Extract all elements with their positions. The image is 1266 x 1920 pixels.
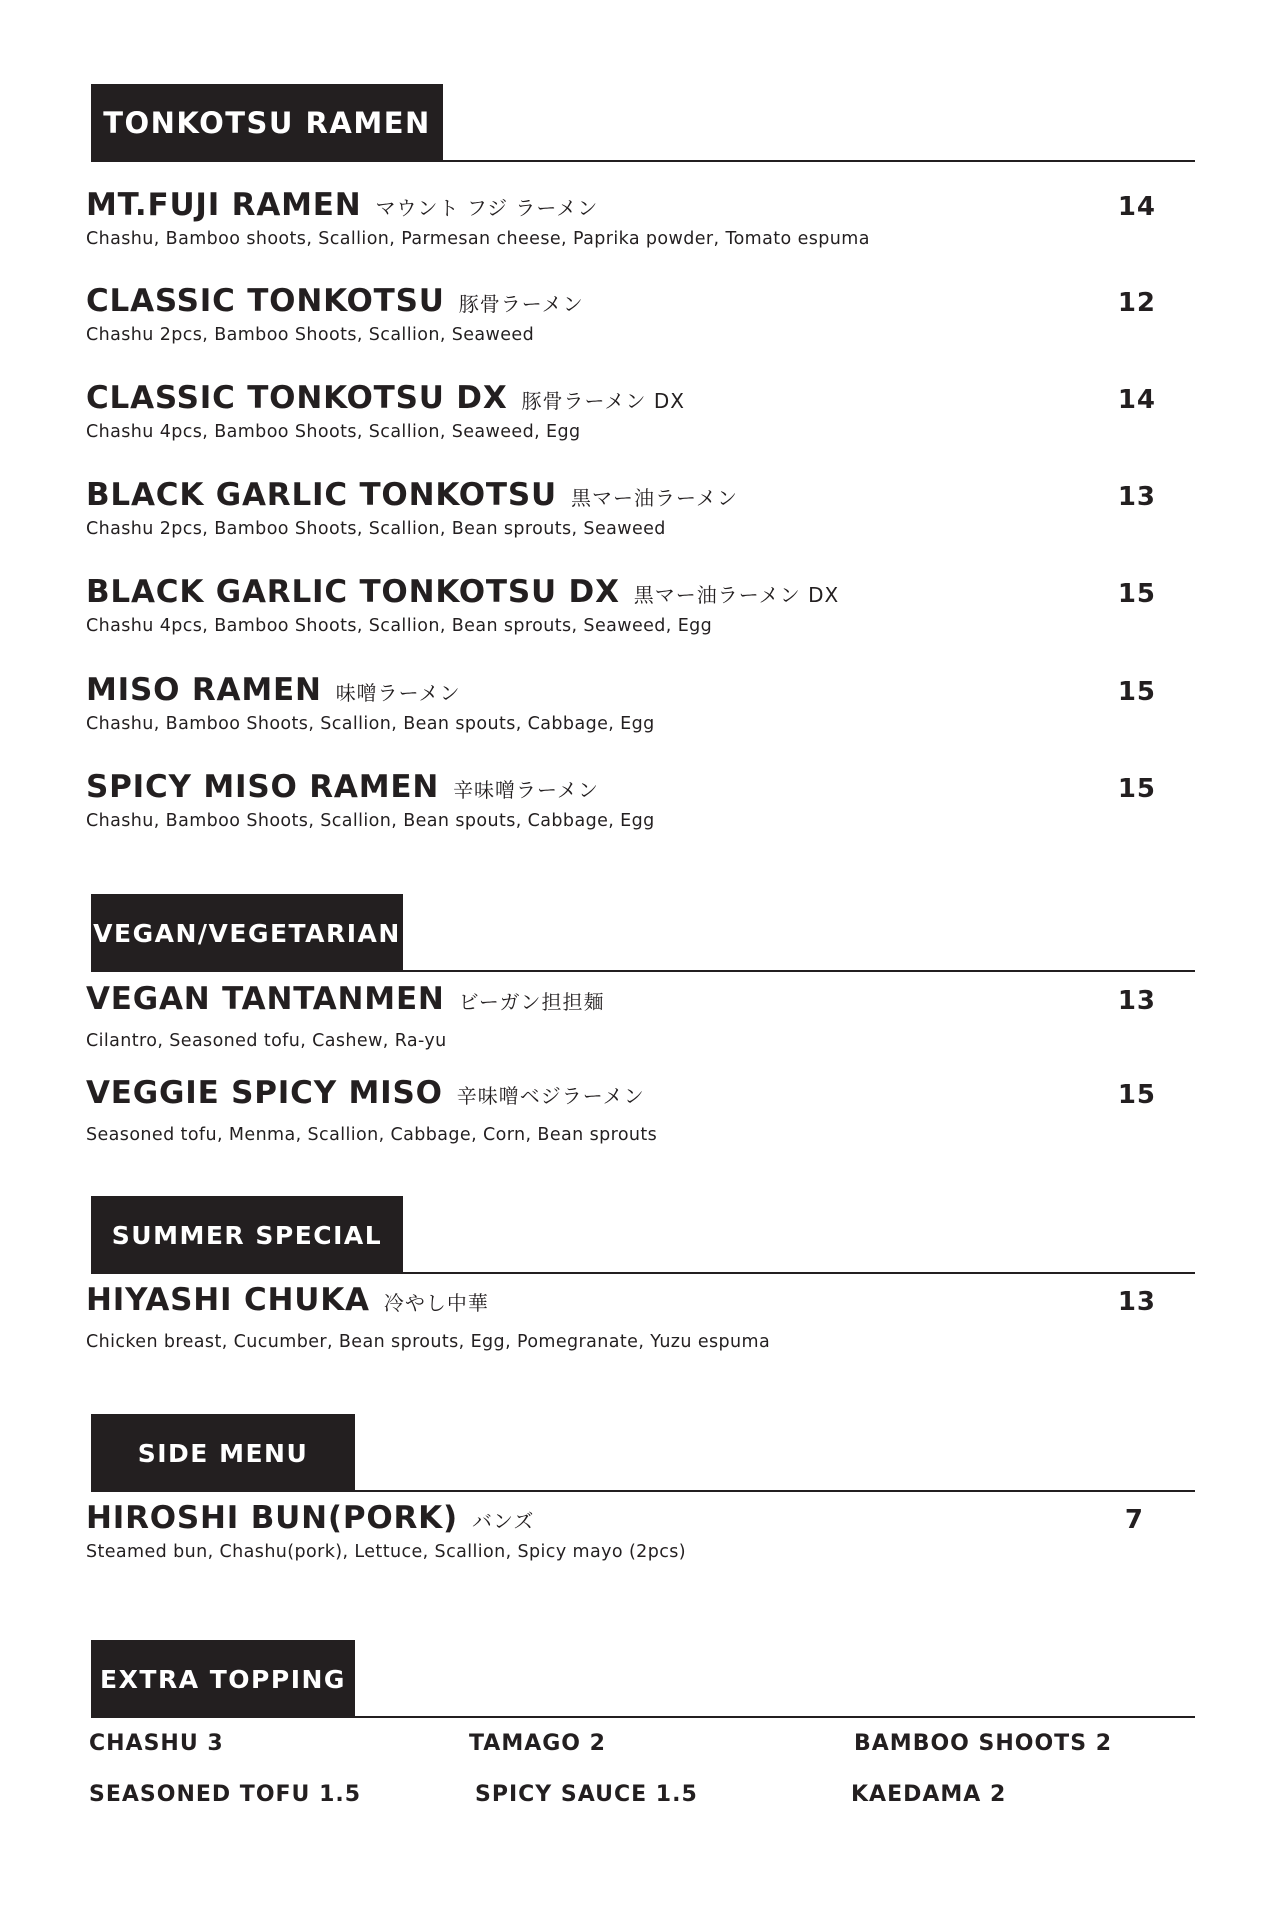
section-header-summer-special — [91, 1196, 1195, 1274]
item-description: Chashu 4pcs, Bamboo Shoots, Scallion, Bean sprouts, Seaweed, Egg — [86, 616, 713, 636]
item-japanese-name: 辛味噌ラーメン — [453, 778, 600, 802]
item-name: BLACK GARLIC TONKOTSU — [86, 477, 557, 513]
menu-item-classic-tonkotsu-dx — [86, 380, 1166, 442]
item-description: Chashu 2pcs, Bamboo Shoots, Scallion, Seaweed — [86, 325, 535, 345]
menu-item-classic-tonkotsu — [86, 283, 1166, 345]
menu-item-miso-ramen — [86, 672, 1166, 734]
item-price: 14 — [1117, 385, 1156, 415]
item-price: 13 — [1117, 482, 1156, 512]
item-japanese-name: 黒マー油ラーメン DX — [633, 583, 840, 607]
menu-item-hiyashi-chuka — [86, 1282, 1166, 1352]
item-japanese-name: バンズ — [471, 1509, 535, 1533]
topping-tamago: TAMAGO 2 — [469, 1731, 606, 1756]
item-japanese-name: マウント フジ ラーメン — [375, 196, 599, 220]
menu-item-black-garlic-tonkotsu — [86, 477, 1166, 539]
item-japanese-name: 味噌ラーメン — [335, 681, 461, 705]
section-divider — [91, 1716, 1195, 1718]
item-price: 15 — [1117, 774, 1156, 804]
item-name: CLASSIC TONKOTSU — [86, 283, 445, 319]
topping-chashu: CHASHU 3 — [89, 1731, 224, 1756]
topping-seasoned-tofu: SEASONED TOFU 1.5 — [89, 1782, 362, 1807]
item-price: 7 — [1124, 1505, 1144, 1535]
menu-item-spicy-miso-ramen — [86, 769, 1166, 831]
item-japanese-name: 豚骨ラーメン DX — [521, 389, 685, 413]
section-title: SIDE MENU — [91, 1414, 355, 1492]
item-name: VEGGIE SPICY MISO — [86, 1075, 443, 1111]
section-title: SUMMER SPECIAL — [91, 1196, 403, 1274]
item-japanese-name: 冷やし中華 — [383, 1291, 489, 1315]
item-price: 14 — [1117, 192, 1156, 222]
item-description: Chashu, Bamboo Shoots, Scallion, Bean spouts, Cabbage, Egg — [86, 811, 655, 831]
section-header-side-menu — [91, 1414, 1195, 1492]
topping-bamboo-shoots: BAMBOO SHOOTS 2 — [854, 1731, 1112, 1756]
item-name: VEGAN TANTANMEN — [86, 981, 445, 1017]
item-price: 15 — [1117, 677, 1156, 707]
section-divider — [91, 160, 1195, 162]
section-header-vegan — [91, 894, 1195, 972]
section-title: VEGAN/VEGETARIAN — [91, 894, 403, 972]
menu-item-vegan-tantanmen — [86, 981, 1166, 1051]
item-description: Chicken breast, Cucumber, Bean sprouts, Egg, Pomegranate, Yuzu espuma — [86, 1332, 771, 1352]
item-price: 15 — [1117, 579, 1156, 609]
section-header-tonkotsu — [91, 84, 1195, 162]
topping-spicy-sauce: SPICY SAUCE 1.5 — [475, 1782, 698, 1807]
item-japanese-name: 豚骨ラーメン — [458, 292, 584, 316]
menu-item-mt-fuji-ramen — [86, 187, 1166, 249]
item-name: BLACK GARLIC TONKOTSU DX — [86, 574, 620, 610]
item-name: HIYASHI CHUKA — [86, 1282, 370, 1318]
item-description: Seasoned tofu, Menma, Scallion, Cabbage, Corn, Bean sprouts — [86, 1125, 658, 1145]
item-description: Cilantro, Seasoned tofu, Cashew, Ra-yu — [86, 1031, 447, 1051]
item-description: Steamed bun, Chashu(pork), Lettuce, Scallion, Spicy mayo (2pcs) — [86, 1542, 686, 1562]
item-name: HIROSHI BUN(PORK) — [86, 1500, 458, 1536]
section-divider — [91, 1272, 1195, 1274]
menu-item-veggie-spicy-miso — [86, 1075, 1166, 1145]
item-description: Chashu 4pcs, Bamboo Shoots, Scallion, Seaweed, Egg — [86, 422, 581, 442]
section-title: TONKOTSU RAMEN — [91, 84, 443, 162]
section-title: EXTRA TOPPING — [91, 1640, 355, 1718]
item-japanese-name: ビーガン担担麺 — [458, 990, 605, 1014]
item-price: 12 — [1117, 288, 1156, 318]
section-header-extra-topping — [91, 1640, 1195, 1718]
item-description: Chashu, Bamboo shoots, Scallion, Parmesan cheese, Paprika powder, Tomato espuma — [86, 229, 870, 249]
item-price: 13 — [1117, 1287, 1156, 1317]
item-name: SPICY MISO RAMEN — [86, 769, 440, 805]
topping-kaedama: KAEDAMA 2 — [851, 1782, 1007, 1807]
item-description: Chashu, Bamboo Shoots, Scallion, Bean spouts, Cabbage, Egg — [86, 714, 655, 734]
section-divider — [91, 1490, 1195, 1492]
item-japanese-name: 黒マー油ラーメン — [570, 486, 738, 510]
item-japanese-name: 辛味噌ベジラーメン — [456, 1084, 645, 1108]
item-name: CLASSIC TONKOTSU DX — [86, 380, 508, 416]
menu-item-hiroshi-bun — [86, 1500, 1166, 1562]
section-divider — [91, 970, 1195, 972]
item-price: 13 — [1117, 986, 1156, 1016]
item-name: MT.FUJI RAMEN — [86, 187, 362, 223]
item-price: 15 — [1117, 1080, 1156, 1110]
menu-item-black-garlic-tonkotsu-dx — [86, 574, 1166, 636]
item-name: MISO RAMEN — [86, 672, 322, 708]
item-description: Chashu 2pcs, Bamboo Shoots, Scallion, Bean sprouts, Seaweed — [86, 519, 666, 539]
